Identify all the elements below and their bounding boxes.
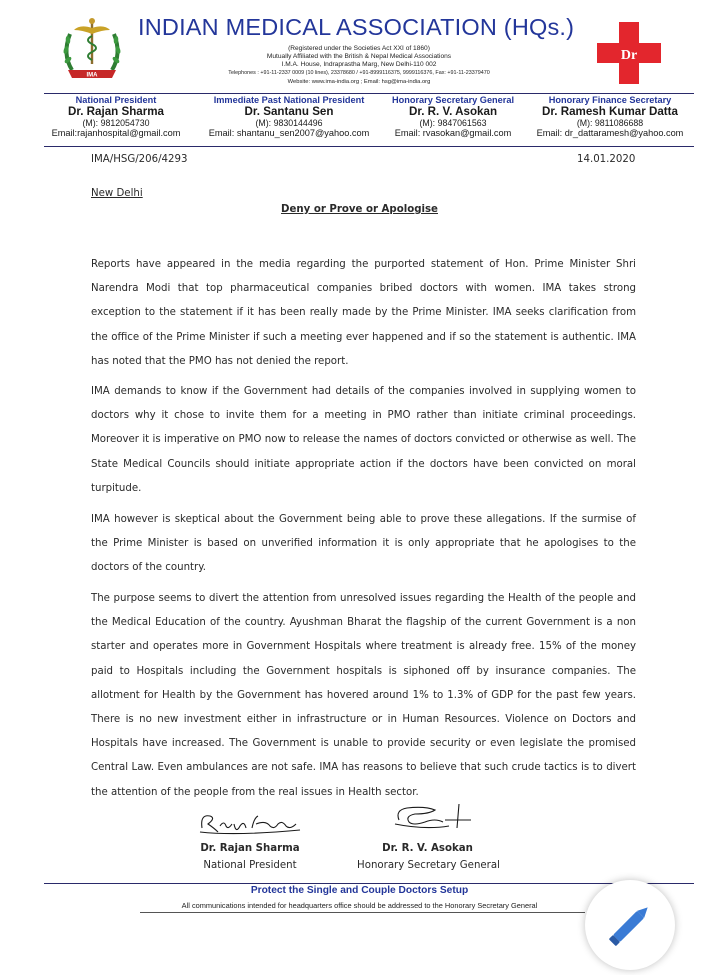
ima-logo: [58, 14, 126, 86]
footer-underline: [140, 912, 585, 913]
website-line: Website: www.ima-india.org ; Email: hsg@ima-india.org: [287, 79, 431, 85]
address-line: I.M.A. House, Indraprastha Marg, New Delhi-110 002: [281, 61, 437, 68]
paragraph: Reports have appeared in the media regarding the purported statement of Hon. Prime Minister Shri Narendra Modi that top pharmaceutical companies bribed doctors with women. IMA takes strong exception to the statement if it has been really made by the Prime Minister. IMA seeks clarification from the office of the Prime Minister if such a meeting ever happened and if so the statement is authentic. IMA has noted that the PMO has not denied the report.: [91, 259, 636, 367]
affiliation-line: Mutually Affiliated with the British & Nepal Medical Associations: [266, 53, 452, 60]
cross-text: Dr: [620, 48, 638, 63]
bearer-name: Dr. Santanu Sen: [244, 105, 334, 118]
bearer-finance-secretary: [526, 94, 694, 138]
bearer-email: Email:rajanhospital@gmail.com: [51, 128, 181, 138]
telephone-line: Telephones : +91-11-2337 0009 (10 lines), 23378680 / +91-8999116375, 9999116376, Fax: +91-11-23379470: [228, 70, 490, 76]
bearer-mobile: (M): 9811086688: [576, 118, 644, 128]
signatory-title: Honorary Secretary General: [357, 860, 500, 871]
bearer-name: Dr. Ramesh Kumar Datta: [542, 105, 678, 118]
footer-motto: Protect the Single and Couple Doctors Setup: [250, 885, 469, 896]
bearer-role: National President: [75, 95, 157, 105]
bearer-email: Email: rvasokan@gmail.com: [394, 128, 512, 138]
letter-place: New Delhi: [91, 188, 143, 199]
paragraph: IMA however is skeptical about the Government being able to prove these allegations. If the surmise of the Prime Minister is based on unverified information it is only appropriate that he apologises to the doctors of the country.: [91, 514, 636, 574]
office-bearers: [44, 93, 694, 147]
organization-title: INDIAN MEDICAL ASSOCIATION (HQs.): [138, 14, 575, 40]
footer-notice: All communications intended for headquarters office should be addressed to the Honorary Secretary General: [181, 901, 538, 910]
bearer-mobile: (M): 9830144496: [255, 118, 323, 128]
signatory-title: National President: [203, 860, 297, 871]
bearer-secretary-general: [380, 94, 526, 138]
bearer-name: Dr. Rajan Sharma: [67, 105, 164, 118]
bearer-email: Email: shantanu_sen2007@yahoo.com: [208, 128, 370, 138]
paragraph: IMA demands to know if the Government had details of the companies involved in supplying women to doctors why it chose to invite them for a meeting in PMO rather than initiate criminal proceedings. Moreover it is imperative on PMO now to release the names of doctors convicted or otherwise as well. The State Medical Councils should initiate appropriate action if the doctors have been convicted on moral turpitude.: [91, 386, 636, 494]
bearer-role: Immediate Past National President: [213, 95, 365, 105]
paragraph: The purpose seems to divert the attention from unresolved issues regarding the Health of the people and the Medical Education of the country. Ayushman Bharat the flagship of the current Government is a non starter and operates more in Government Hospitals where treatment is already free. 15% of the money paid to Hospitals including the Government hospitals is siphoned off by insurance companies. The allotment for Health by the Government has hovered around 1% to 1.3% of GDP for the past few years. There is no new investment either in infrastructure or in Human Resources. Violence on Doctors and Hospitals have increased. The Government is unable to provide security or even legislate the promised Central Law. Even ambulances are not safe. IMA has reasons to believe that such crude tactics is to divert the attention of the people from the real issues in Health sector.: [91, 593, 636, 798]
red-cross-dr-icon: [597, 22, 661, 84]
signature-asokan: [385, 800, 485, 834]
registration-line: (Registered under the Societies Act XXI of 1860): [288, 45, 430, 52]
bearer-role: Honorary Finance Secretary: [548, 95, 672, 105]
bearer-name: Dr. R. V. Asokan: [408, 105, 498, 118]
bearer-past-president: [198, 94, 380, 138]
bearer-email: Email: dr_dattaramesh@yahoo.com: [536, 128, 684, 138]
letter-subject: Deny or Prove or Apologise: [281, 204, 438, 215]
edit-button[interactable]: [585, 880, 675, 970]
reference-number: IMA/HSG/206/4293: [91, 154, 188, 165]
pencil-icon: [585, 880, 675, 970]
logo-ribbon-text: IMA: [86, 72, 98, 79]
bearer-mobile: (M): 9847061563: [419, 118, 487, 128]
signature-rajan-sharma: [196, 806, 306, 840]
signatory-name: Dr. R. V. Asokan: [382, 843, 473, 854]
bearer-mobile: (M): 9812054730: [82, 118, 150, 128]
signatory-name: Dr. Rajan Sharma: [200, 843, 300, 854]
bearer-national-president: [36, 94, 196, 138]
letter-date: 14.01.2020: [577, 154, 636, 165]
bearer-role: Honorary Secretary General: [391, 95, 515, 105]
